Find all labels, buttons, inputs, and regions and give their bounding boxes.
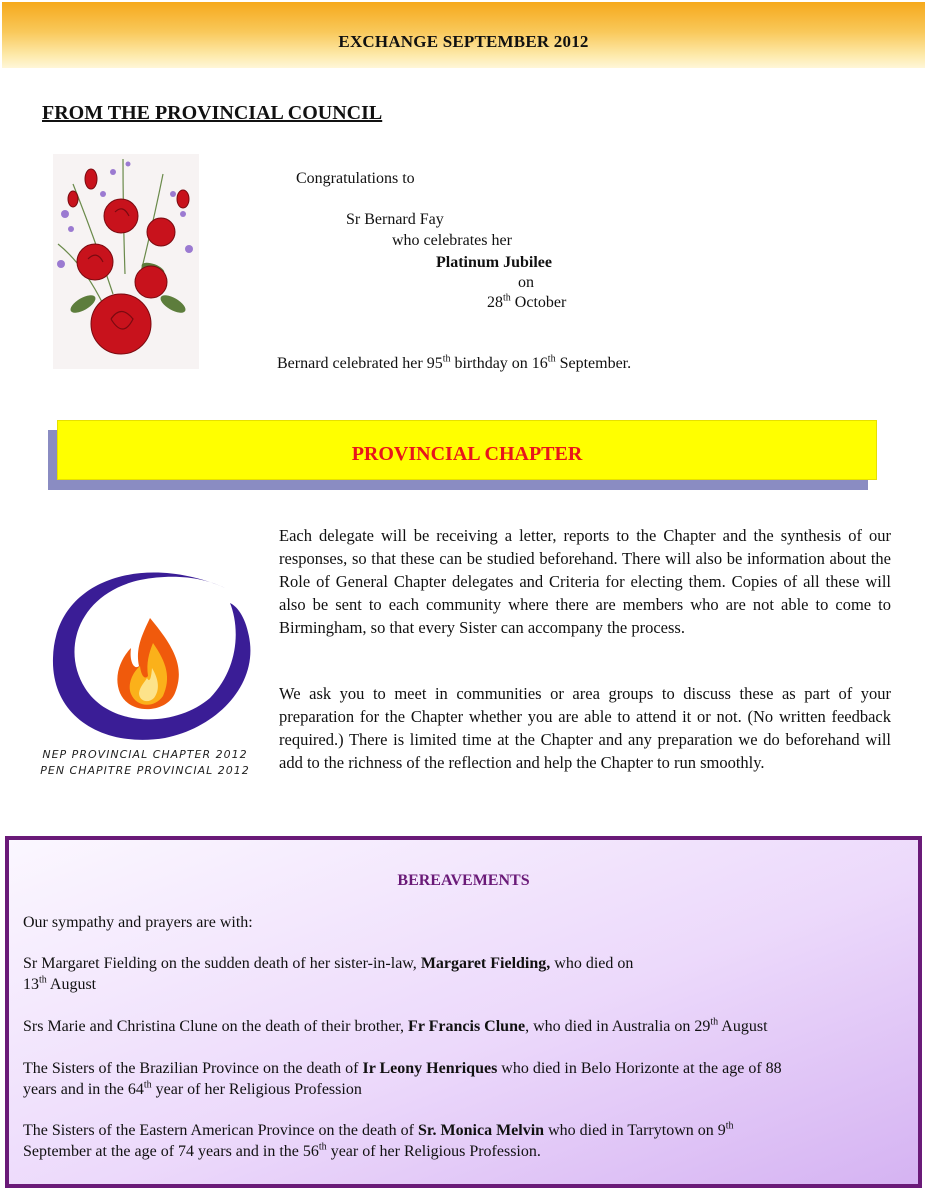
entry-text: year of her Religious Profession. bbox=[326, 1143, 541, 1160]
bereavement-entry-3 bbox=[23, 1058, 903, 1100]
entry-text: The Sisters of the Eastern American Province on the death of bbox=[23, 1122, 418, 1139]
birthday-text-b: birthday on 16 bbox=[450, 355, 548, 372]
entry-text: who died in Belo Horizonte at the age of 88 bbox=[497, 1060, 782, 1077]
flame-icon bbox=[117, 618, 178, 709]
entry-sup: th bbox=[39, 974, 47, 986]
entry-sup: th bbox=[725, 1120, 734, 1132]
entry-sup: th bbox=[318, 1141, 327, 1153]
entry-name: Sr. Monica Melvin bbox=[418, 1122, 545, 1139]
entry-name: Fr Francis Clune bbox=[408, 1018, 526, 1035]
jubilee-line bbox=[436, 253, 552, 273]
entry-text: years and in the 64 bbox=[23, 1081, 144, 1098]
jubilee-label: Platinum Jubilee bbox=[436, 254, 553, 271]
bereavement-entry-1 bbox=[23, 953, 903, 995]
date-day: 28 bbox=[487, 294, 503, 311]
chapter-banner bbox=[57, 420, 877, 480]
section-heading-provincial-council: FROM THE PROVINCIAL COUNCIL bbox=[42, 102, 383, 124]
chapter-title: PROVINCIAL CHAPTER bbox=[351, 443, 583, 465]
bereavements-intro: Our sympathy and prayers are with: bbox=[23, 914, 253, 931]
entry-text: August bbox=[46, 976, 97, 993]
birthday-text-c: September. bbox=[555, 355, 632, 372]
birthday-sup-1: th bbox=[442, 353, 451, 365]
bereavements-box bbox=[5, 836, 922, 1188]
bereavement-entry-2 bbox=[23, 1016, 903, 1037]
birthday-text-a: Bernard celebrated her 95 bbox=[277, 355, 443, 372]
date-month: October bbox=[510, 294, 567, 311]
entry-sup: th bbox=[710, 1016, 719, 1028]
on-line: on bbox=[518, 274, 534, 291]
entry-text: The Sisters of the Brazilian Province on the death of bbox=[23, 1060, 363, 1077]
entry-text: Sr Margaret Fielding on the sudden death of her sister-in-law, bbox=[23, 955, 421, 972]
entry-text: August bbox=[718, 1018, 768, 1035]
entry-text: who died in Tarrytown on 9 bbox=[544, 1122, 726, 1139]
entry-text: September at the age of 74 years and in the 56 bbox=[23, 1143, 319, 1160]
entry-sup: th bbox=[143, 1079, 152, 1091]
entry-name: Ir Leony Henriques bbox=[362, 1060, 498, 1077]
entry-text: Srs Marie and Christina Clune on the death of their brother, bbox=[23, 1018, 409, 1035]
page-header bbox=[2, 2, 925, 68]
entry-text: , who died in Australia on 29 bbox=[525, 1018, 711, 1035]
entry-text: who died on bbox=[550, 955, 634, 972]
logo-caption-french: PEN CHAPITRE PROVINCIAL 2012 bbox=[40, 764, 250, 777]
birthday-note bbox=[277, 355, 631, 373]
entry-name: Margaret Fielding, bbox=[420, 955, 551, 972]
entry-text: year of her Religious Profession bbox=[151, 1081, 362, 1098]
celebrates-line: who celebrates her bbox=[392, 232, 512, 249]
date-sup: th bbox=[503, 292, 511, 304]
honoree-name: Sr Bernard Fay bbox=[346, 211, 444, 228]
birthday-sup-2: th bbox=[547, 353, 556, 365]
logo-caption-english: NEP PROVINCIAL CHAPTER 2012 bbox=[42, 748, 248, 761]
bereavements-title: BEREAVEMENTS bbox=[397, 872, 530, 889]
roses-bouquet-image bbox=[53, 154, 199, 369]
jubilee-date bbox=[487, 293, 566, 313]
congrats-line: Congratulations to bbox=[296, 170, 415, 187]
chapter-paragraph-1: Each delegate will be receiving a letter, reports to the Chapter and the synthesis of our responses, so that these can be studied beforehand. There will also be information about the Role of General Chapter delegates and Criteria for electing them. Copies of all these will also be sent to each community where there are members who are not able to come to Birmingham, so that every Sister can accompany the process. bbox=[279, 526, 891, 637]
chapter-paragraph-2: We ask you to meet in communities or area groups to discuss these as part of your preparation for the Chapter whether you are able to attend it or not. (No written feedback required.) There is limited time at the Chapter and any preparation we do beforehand will add to the richness of the reflection and help the Chapter to run smoothly. bbox=[279, 684, 891, 772]
bereavement-entry-4 bbox=[23, 1120, 903, 1162]
header-title: EXCHANGE SEPTEMBER 2012 bbox=[338, 32, 589, 51]
entry-text: 13 bbox=[23, 976, 39, 993]
